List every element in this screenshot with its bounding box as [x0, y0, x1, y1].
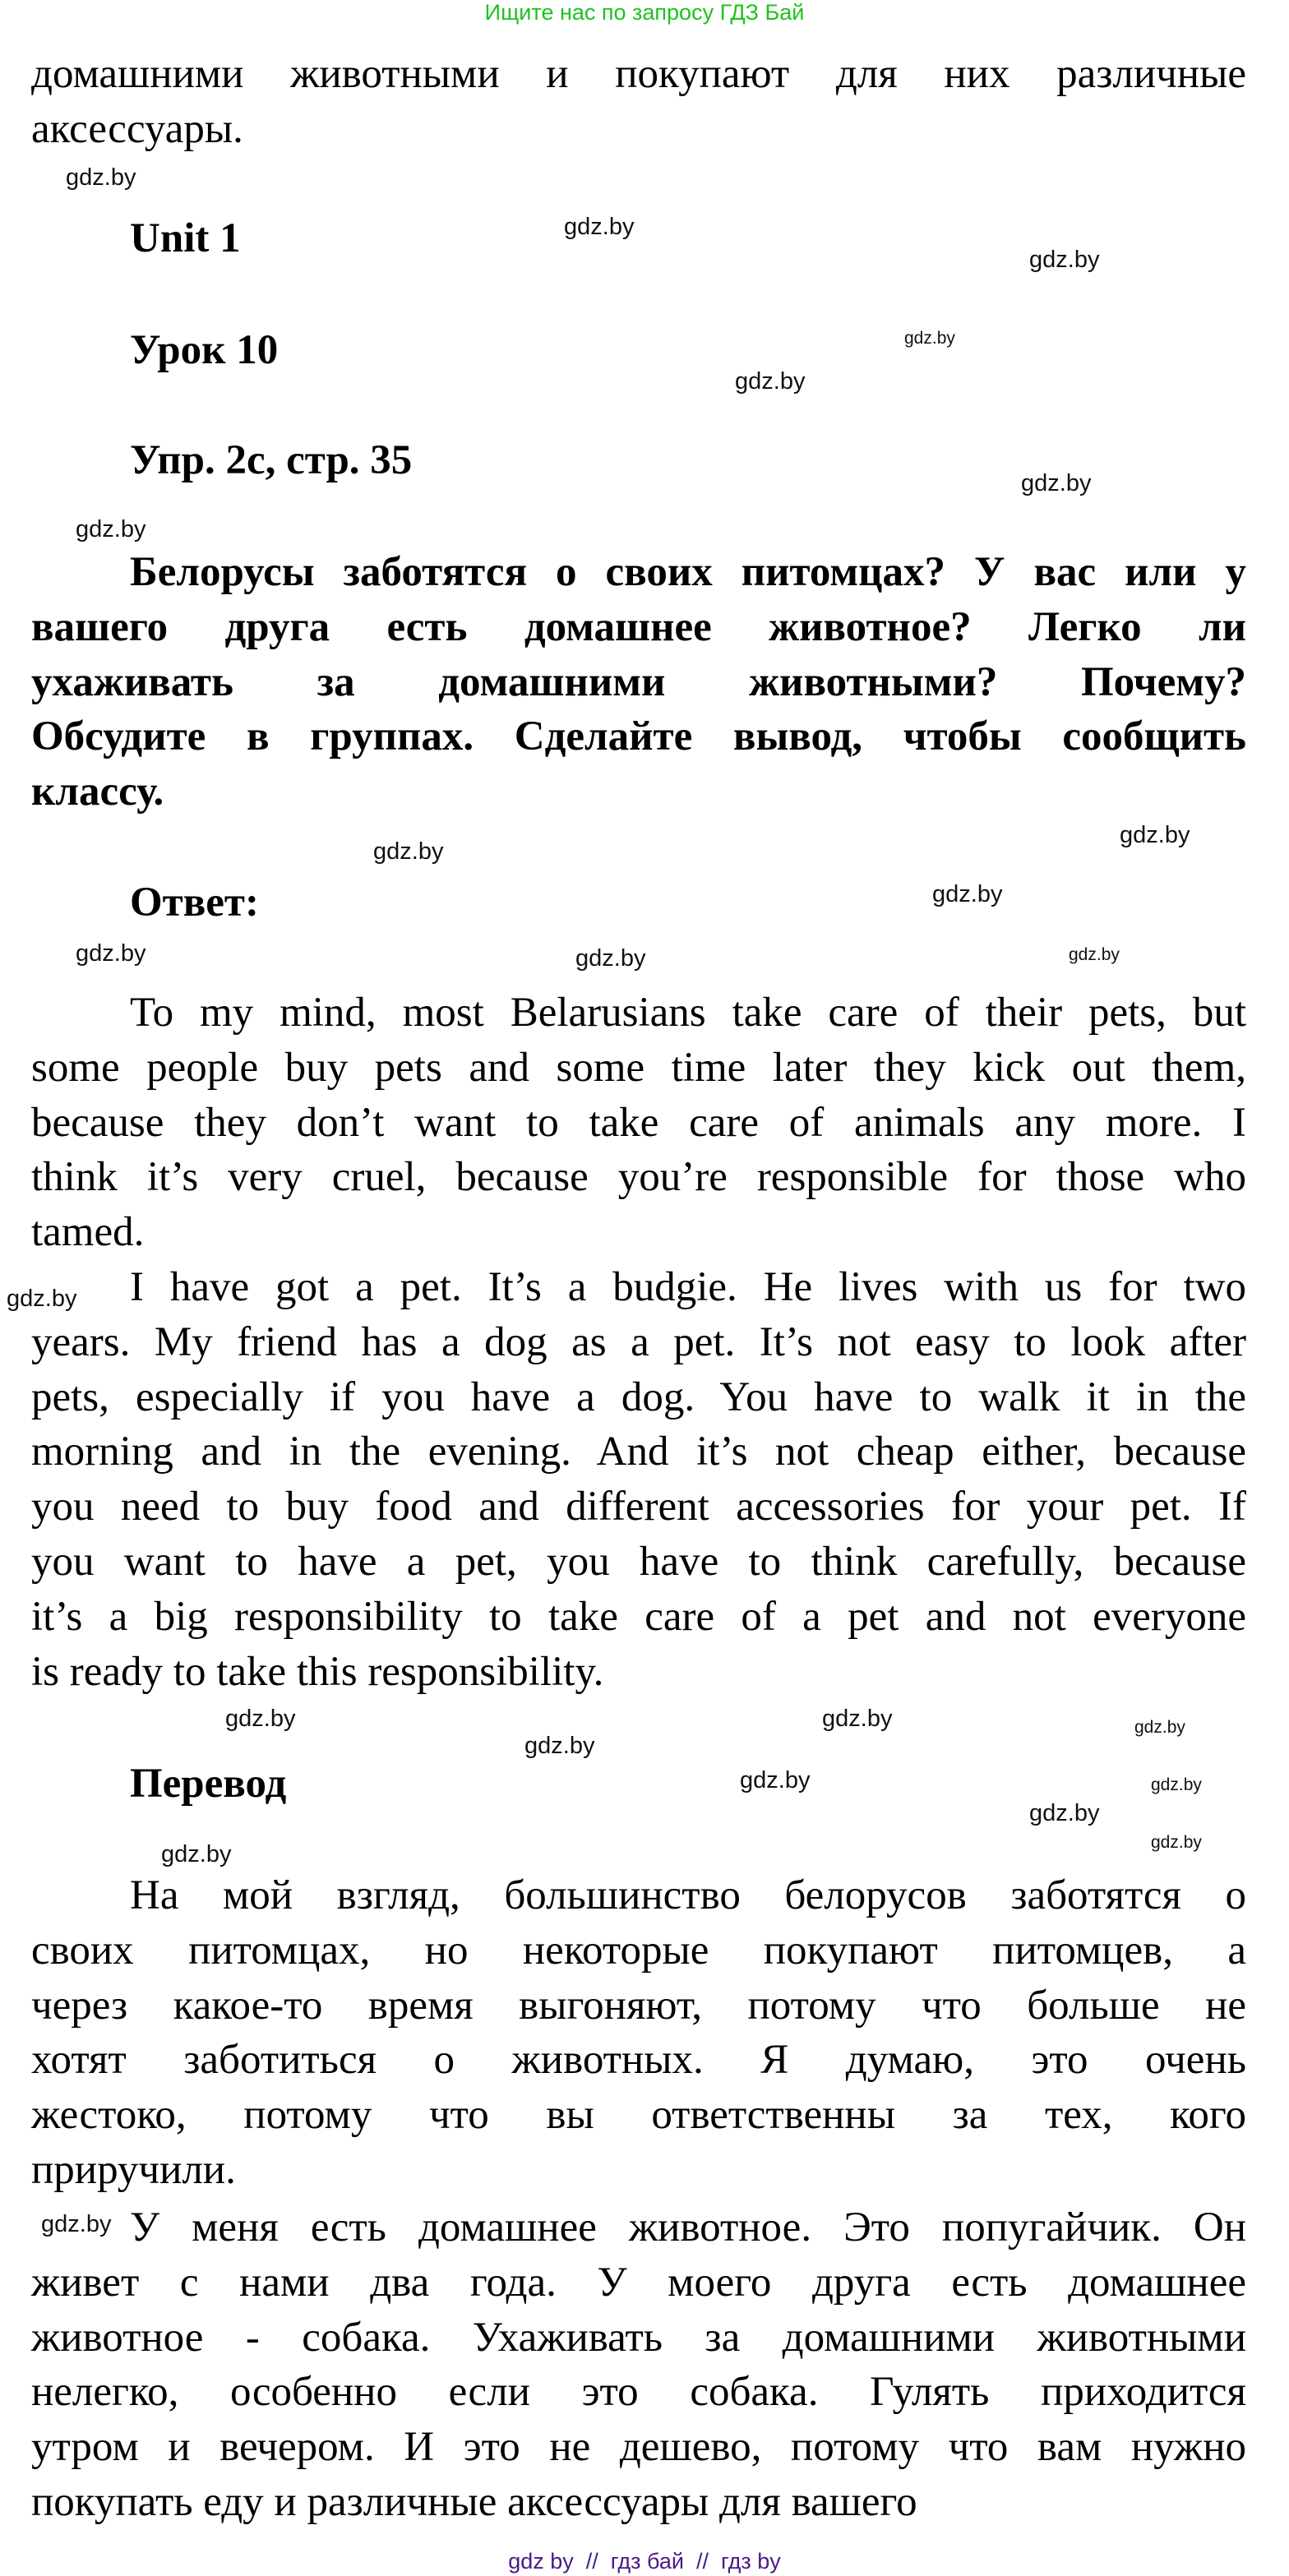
translation-line: На мой взгляд, большинство белорусов заботятся о: [130, 1872, 1246, 1918]
translation-line: приручили.: [31, 2147, 236, 2193]
footer-links: gdz by // гдз бай // гдз by: [508, 2549, 781, 2574]
answer-line: it’s a big responsibility to take care of a pet and not everyone: [31, 1593, 1246, 1640]
watermark: gdz.by: [904, 329, 955, 348]
answer-line: To my mind, most Belarusians take care of their pets, but: [130, 990, 1246, 1036]
watermark: gdz.by: [161, 1841, 232, 1867]
answer-line: is ready to take this responsibility.: [31, 1648, 604, 1695]
answer-line: because they don’t want to take care of animals any more. I: [31, 1099, 1246, 1146]
watermark: gdz.by: [225, 1706, 296, 1732]
answer-line: years. My friend has a dog as a pet. It’s not easy to look after: [31, 1318, 1246, 1365]
watermark: gdz.by: [575, 945, 646, 972]
answer-line: think it’s very cruel, because you’re responsible for those who: [31, 1154, 1246, 1201]
translation-line: хотят заботиться о животных. Я думаю, это очень: [31, 2037, 1246, 2084]
watermark: gdz.by: [822, 1706, 893, 1732]
question-line: классу.: [31, 769, 164, 815]
translation-line: нелегко, особенно если это собака. Гулять приходится: [31, 2369, 1246, 2416]
question-line: Обсудите в группах. Сделайте вывод, чтобы сообщить: [31, 713, 1246, 760]
answer-heading: Ответ:: [130, 879, 259, 926]
watermark: gdz.by: [524, 1733, 595, 1759]
watermark: gdz.by: [1151, 1833, 1202, 1852]
translation-line: жестоко, потому что вы ответственны за тех, кого: [31, 2092, 1246, 2139]
watermark: gdz.by: [932, 881, 1003, 907]
answer-line: tamed.: [31, 1209, 145, 1256]
exercise-heading: Упр. 2с, стр. 35: [130, 437, 413, 483]
translation-line: утром и вечером. И это не дешево, потому что вам нужно: [31, 2424, 1246, 2471]
translation-line: своих питомцах, но некоторые покупают питомцев, а: [31, 1927, 1246, 1974]
watermark: gdz.by: [66, 164, 136, 191]
translation-line: через какое-то время выгоняют, потому что больше не: [31, 1982, 1246, 2029]
text-line: аксессуары.: [31, 105, 243, 152]
translation-line: У меня есть домашнее животное. Это попугайчик. Он: [130, 2204, 1246, 2251]
watermark: gdz.by: [76, 940, 146, 967]
question-line: Белорусы заботятся о своих питомцах? У вас или у: [130, 549, 1246, 595]
watermark: gdz.by: [1029, 247, 1100, 273]
watermark: gdz.by: [1029, 1800, 1100, 1826]
watermark: gdz.by: [564, 214, 635, 240]
translation-line: покупать еду и различные аксессуары для вашего: [31, 2479, 917, 2525]
watermark: gdz.by: [41, 2211, 112, 2237]
watermark: gdz.by: [1069, 945, 1120, 964]
watermark: gdz.by: [76, 516, 146, 542]
watermark: gdz.by: [740, 1767, 811, 1794]
translation-line: животное - собака. Ухаживать за домашними животными: [31, 2314, 1246, 2361]
answer-line: morning and in the evening. And it’s not cheap either, because: [31, 1429, 1246, 1475]
unit-heading: Unit 1: [130, 215, 241, 261]
watermark: gdz.by: [735, 368, 806, 395]
lesson-heading: Урок 10: [130, 327, 279, 373]
answer-line: some people buy pets and some time later they kick out them,: [31, 1044, 1246, 1091]
watermark: gdz.by: [1120, 822, 1190, 848]
question-line: ухаживать за домашними животными? Почему?: [31, 658, 1246, 705]
answer-line: you need to buy food and different accessories for your pet. If: [31, 1484, 1246, 1530]
search-hint-banner: Ищите нас по запросу ГДЗ Бай: [484, 0, 805, 25]
watermark: gdz.by: [373, 838, 444, 865]
translation-heading: Перевод: [130, 1761, 287, 1807]
text-line: домашними животными и покупают для них различные: [31, 51, 1246, 97]
watermark: gdz.by: [7, 1286, 77, 1312]
watermark: gdz.by: [1151, 1775, 1202, 1794]
watermark: gdz.by: [1021, 470, 1092, 496]
watermark: gdz.by: [1134, 1718, 1185, 1737]
answer-line: pets, especially if you have a dog. You have to walk it in the: [31, 1373, 1246, 1420]
answer-line: I have got a pet. It’s a budgie. He lives with us for two: [130, 1264, 1246, 1310]
answer-line: you want to have a pet, you have to think carefully, because: [31, 1539, 1246, 1585]
question-line: вашего друга есть домашнее животное? Легко ли: [31, 603, 1246, 650]
translation-line: живет с нами два года. У моего друга есть домашнее: [31, 2259, 1246, 2306]
